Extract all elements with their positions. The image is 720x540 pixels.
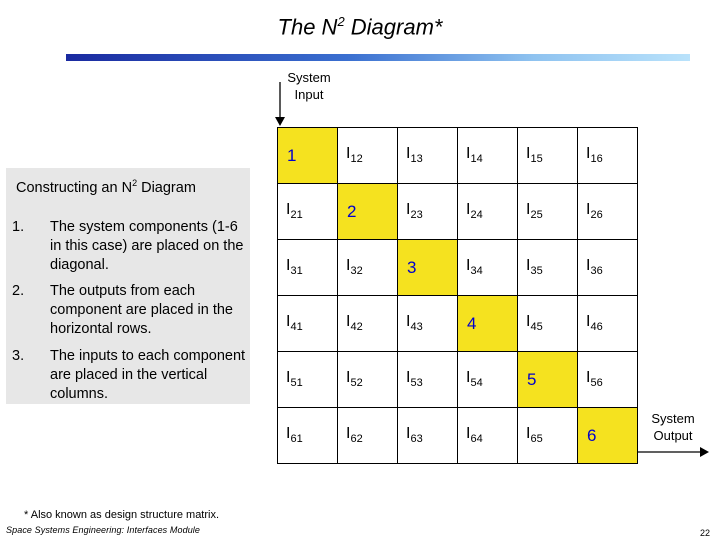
construction-steps-panel bbox=[6, 168, 250, 404]
interface-label bbox=[518, 313, 543, 333]
interface-subscript: 62 bbox=[350, 433, 363, 446]
component-cell bbox=[458, 296, 518, 352]
matrix-row bbox=[278, 240, 638, 296]
interface-base: I bbox=[586, 201, 591, 219]
interface-base: I bbox=[466, 257, 471, 275]
interface-label bbox=[338, 369, 363, 389]
component-cell bbox=[518, 352, 578, 408]
interface-label bbox=[338, 425, 363, 445]
interface-base: I bbox=[466, 201, 471, 219]
component-number: 3 bbox=[407, 257, 417, 277]
interface-label bbox=[278, 369, 303, 389]
interface-subscript: 51 bbox=[290, 377, 303, 390]
matrix-row bbox=[278, 184, 638, 240]
component-number: 1 bbox=[287, 145, 297, 165]
interface-cell bbox=[518, 296, 578, 352]
interface-base: I bbox=[346, 369, 351, 387]
interface-base: I bbox=[286, 313, 291, 331]
system-output-arrow bbox=[637, 400, 712, 462]
interface-cell bbox=[578, 296, 638, 352]
interface-base: I bbox=[346, 257, 351, 275]
interface-base: I bbox=[346, 145, 351, 163]
panel-heading-superscript: 2 bbox=[132, 178, 138, 188]
panel-heading-suffix: Diagram bbox=[137, 179, 196, 196]
system-output-line2: Output bbox=[653, 428, 693, 443]
interface-base: I bbox=[526, 425, 531, 443]
interface-subscript: 52 bbox=[350, 377, 363, 390]
interface-label bbox=[278, 257, 303, 277]
interface-label bbox=[518, 201, 543, 221]
step-2-text: The outputs from each component are placed in the horizontal rows. bbox=[50, 283, 233, 337]
interface-subscript: 15 bbox=[530, 153, 543, 166]
interface-label bbox=[278, 201, 303, 221]
interface-subscript: 63 bbox=[410, 433, 423, 446]
interface-label bbox=[398, 369, 423, 389]
component-cell bbox=[398, 240, 458, 296]
interface-subscript: 46 bbox=[590, 321, 603, 334]
interface-cell bbox=[518, 240, 578, 296]
interface-base: I bbox=[526, 145, 531, 163]
interface-base: I bbox=[466, 369, 471, 387]
interface-subscript: 24 bbox=[470, 209, 483, 222]
interface-base: I bbox=[406, 369, 411, 387]
interface-base: I bbox=[586, 313, 591, 331]
component-number: 2 bbox=[347, 201, 357, 221]
interface-cell bbox=[578, 128, 638, 184]
interface-base: I bbox=[586, 257, 591, 275]
interface-label bbox=[398, 145, 423, 165]
interface-cell bbox=[458, 240, 518, 296]
component-number: 5 bbox=[527, 369, 537, 389]
interface-label bbox=[578, 201, 603, 221]
interface-subscript: 34 bbox=[470, 265, 483, 278]
interface-base: I bbox=[466, 145, 471, 163]
interface-label bbox=[458, 145, 483, 165]
title-superscript: 2 bbox=[337, 14, 345, 29]
component-number: 4 bbox=[467, 313, 477, 333]
interface-base: I bbox=[526, 313, 531, 331]
interface-label bbox=[398, 425, 423, 445]
interface-label bbox=[458, 425, 483, 445]
interface-subscript: 26 bbox=[590, 209, 603, 222]
interface-cell bbox=[338, 240, 398, 296]
interface-cell bbox=[578, 352, 638, 408]
interface-base: I bbox=[286, 257, 291, 275]
step-2-number: 2. bbox=[12, 283, 25, 299]
interface-base: I bbox=[286, 369, 291, 387]
interface-label bbox=[398, 313, 423, 333]
interface-base: I bbox=[526, 201, 531, 219]
interface-subscript: 25 bbox=[530, 209, 543, 222]
interface-cell bbox=[518, 128, 578, 184]
step-1-text: The system components (1-6 in this case) are placed on the diagonal. bbox=[50, 219, 244, 273]
footer-module-name: Space Systems Engineering: Interfaces Module bbox=[6, 525, 201, 535]
interface-cell bbox=[398, 128, 458, 184]
interface-cell bbox=[458, 408, 518, 464]
interface-cell bbox=[398, 184, 458, 240]
interface-cell bbox=[398, 352, 458, 408]
interface-subscript: 61 bbox=[290, 433, 303, 446]
matrix-row bbox=[278, 408, 638, 464]
interface-label bbox=[338, 313, 363, 333]
interface-cell bbox=[458, 352, 518, 408]
interface-base: I bbox=[286, 201, 291, 219]
system-input-arrow bbox=[274, 82, 286, 127]
interface-base: I bbox=[406, 145, 411, 163]
interface-base: I bbox=[406, 201, 411, 219]
system-output-line1: System bbox=[651, 411, 695, 426]
matrix-row bbox=[278, 296, 638, 352]
interface-subscript: 54 bbox=[470, 377, 483, 390]
step-3-number: 3. bbox=[12, 348, 25, 364]
title-prefix: The N bbox=[277, 14, 338, 40]
system-input-line2: Input bbox=[294, 87, 324, 102]
interface-subscript: 64 bbox=[470, 433, 483, 446]
matrix-row bbox=[278, 352, 638, 408]
interface-cell bbox=[278, 184, 338, 240]
interface-cell bbox=[278, 296, 338, 352]
interface-subscript: 12 bbox=[350, 153, 363, 166]
interface-base: I bbox=[406, 425, 411, 443]
interface-label bbox=[278, 425, 303, 445]
interface-label bbox=[458, 201, 483, 221]
panel-heading-prefix: Constructing an N bbox=[16, 179, 133, 196]
interface-subscript: 42 bbox=[350, 321, 363, 334]
step-1-number: 1. bbox=[12, 219, 25, 235]
component-cell bbox=[338, 184, 398, 240]
panel-heading bbox=[16, 178, 196, 196]
interface-subscript: 65 bbox=[530, 433, 543, 446]
interface-cell bbox=[338, 408, 398, 464]
interface-label bbox=[578, 369, 603, 389]
interface-base: I bbox=[346, 313, 351, 331]
footnote: * Also known as design structure matrix. bbox=[24, 509, 220, 521]
interface-base: I bbox=[286, 425, 291, 443]
title-gradient-bar bbox=[66, 54, 690, 61]
interface-label bbox=[338, 145, 363, 165]
interface-label bbox=[398, 201, 423, 221]
interface-label bbox=[578, 145, 603, 165]
interface-cell bbox=[458, 184, 518, 240]
interface-label bbox=[518, 257, 543, 277]
interface-subscript: 35 bbox=[530, 265, 543, 278]
interface-label bbox=[578, 313, 603, 333]
n2-matrix bbox=[277, 127, 638, 464]
component-number: 6 bbox=[587, 425, 597, 445]
interface-base: I bbox=[406, 313, 411, 331]
interface-base: I bbox=[466, 425, 471, 443]
component-cell bbox=[278, 128, 338, 184]
interface-subscript: 31 bbox=[290, 265, 303, 278]
interface-cell bbox=[458, 128, 518, 184]
interface-cell bbox=[278, 240, 338, 296]
interface-cell bbox=[338, 352, 398, 408]
interface-subscript: 21 bbox=[290, 209, 303, 222]
interface-label bbox=[458, 369, 483, 389]
interface-cell bbox=[398, 408, 458, 464]
interface-subscript: 16 bbox=[590, 153, 603, 166]
interface-cell bbox=[518, 184, 578, 240]
interface-label bbox=[518, 145, 543, 165]
interface-base: I bbox=[526, 257, 531, 275]
interface-cell bbox=[578, 240, 638, 296]
interface-base: I bbox=[346, 425, 351, 443]
interface-label bbox=[578, 257, 603, 277]
matrix-row bbox=[278, 128, 638, 184]
interface-cell bbox=[338, 296, 398, 352]
system-input-label bbox=[278, 69, 340, 103]
interface-label bbox=[458, 257, 483, 277]
page-number: 22 bbox=[700, 528, 711, 538]
interface-subscript: 14 bbox=[470, 153, 483, 166]
interface-cell bbox=[398, 296, 458, 352]
interface-subscript: 43 bbox=[410, 321, 423, 334]
system-input-line1: System bbox=[287, 70, 331, 85]
interface-cell bbox=[278, 352, 338, 408]
interface-subscript: 41 bbox=[290, 321, 303, 334]
interface-subscript: 36 bbox=[590, 265, 603, 278]
interface-subscript: 56 bbox=[590, 377, 603, 390]
step-3-text: The inputs to each component are placed in the vertical columns. bbox=[50, 348, 246, 402]
interface-cell bbox=[338, 128, 398, 184]
interface-subscript: 32 bbox=[350, 265, 363, 278]
interface-cell bbox=[578, 184, 638, 240]
interface-label bbox=[278, 313, 303, 333]
interface-base: I bbox=[586, 145, 591, 163]
interface-subscript: 53 bbox=[410, 377, 423, 390]
interface-label bbox=[518, 425, 543, 445]
component-cell bbox=[578, 408, 638, 464]
interface-cell bbox=[278, 408, 338, 464]
title-suffix: Diagram* bbox=[344, 14, 443, 40]
slide-title bbox=[0, 14, 720, 40]
interface-subscript: 13 bbox=[410, 153, 423, 166]
interface-subscript: 23 bbox=[410, 209, 423, 222]
interface-base: I bbox=[586, 369, 591, 387]
interface-label bbox=[338, 257, 363, 277]
interface-cell bbox=[518, 408, 578, 464]
interface-subscript: 45 bbox=[530, 321, 543, 334]
